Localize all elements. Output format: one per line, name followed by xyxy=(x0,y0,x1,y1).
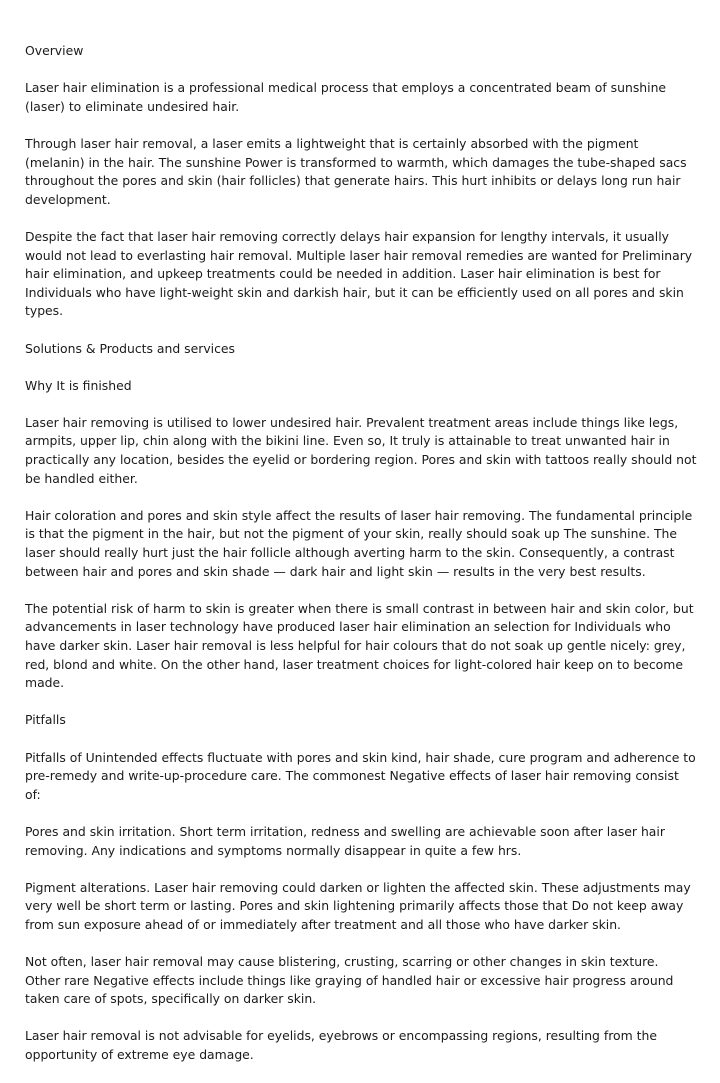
paragraph-side-effects-intro: Pitfalls of Unintended effects fluctuate with pores and skin kind, hair shade, cure program and adherence to pre-remedy and write-up-procedure care. The commonest Negative effects of laser hair removing consist of: xyxy=(25,749,696,802)
document-body xyxy=(25,42,697,1083)
paragraph-effectiveness: Despite the fact that laser hair removing correctly delays hair expansion for lengthy intervals, it usually would not lead to everlasting hair removal. Multiple laser hair removal remedies are wanted for Preliminary hair elimination, and upkeep treatments could be needed in addition. Laser hair elimination is best for Individuals who have light-weight skin and darkish hair, but it can be efficiently used on all pores and skin types. xyxy=(25,228,693,319)
paragraph-usage: Laser hair removing is utilised to lower undesired hair. Prevalent treatment areas include things like legs, armpits, upper lip, chin along with the bikini line. Even so, It truly is attainable to treat unwanted hair in practically any location, besides the eyelid or bordering region. Pores and skin with tattoos really should not be handled either. xyxy=(25,414,697,486)
section-heading-overview: Overview xyxy=(25,43,84,58)
paragraph-intro: Laser hair elimination is a professional medical process that employs a concentrated beam of sunshine (laser) to eliminate undesired hair. xyxy=(25,80,667,114)
section-heading-why: Why It is finished xyxy=(25,377,132,393)
paragraph-pigment: Pigment alterations. Laser hair removing could darken or lighten the affected skin. These adjustments may very well be short term or lasting. Pores and skin lightening primarily affects those that Do not keep away from sun exposure ahead of or immediately after treatment and all those who have darker skin. xyxy=(25,879,691,932)
section-heading-pitfalls: Pitfalls xyxy=(25,712,66,728)
paragraph-risk-contrast: The potential risk of harm to skin is greater when there is small contrast in between hair and skin color, but advancements in laser technology have produced laser hair elimination an selection for Individuals who have darker skin. Laser hair removal is less helpful for hair colours that do not soak up gentle nicely: grey, red, blond and white. On the other hand, laser treatment choices for light-colored hair keep on to become made. xyxy=(25,600,694,691)
paragraph-eye-warning: Laser hair removal is not advisable for eyelids, eyebrows or encompassing regions, resulting from the opportunity of extreme eye damage. xyxy=(25,1028,657,1063)
paragraph-rare-effects: Not often, laser hair removal may cause blistering, crusting, scarring or other changes in skin texture. Other rare Negative effects include things like graying of handled hair or excessive hair progress around taken care of spots, specifically on darker skin. xyxy=(25,954,674,1007)
paragraph-irritation: Pores and skin irritation. Short term irritation, redness and swelling are achievable soon after laser hair removing. Any indications and symptoms normally disappear in quite a few hrs. xyxy=(25,823,665,858)
section-heading-services: Solutions & Products and services xyxy=(25,340,235,356)
paragraph-hair-color: Hair coloration and pores and skin style affect the results of laser hair removing. The fundamental principle is that the pigment in the hair, but not the pigment of your skin, really should soak up The sunshine. The laser should really hurt just the hair follicle although averting harm to the skin. Consequently, a contrast between hair and pores and skin shade — dark hair and light skin — results in the very best results. xyxy=(25,507,693,579)
paragraph-mechanism: Through laser hair removal, a laser emits a lightweight that is certainly absorbed with the pigment (melanin) in the hair. The sunshine Power is transformed to warmth, which damages the tube-shaped sacs throughout the pores and skin (hair follicles) that generate hairs. This hurt inhibits or delays long run hair development. xyxy=(25,135,687,207)
